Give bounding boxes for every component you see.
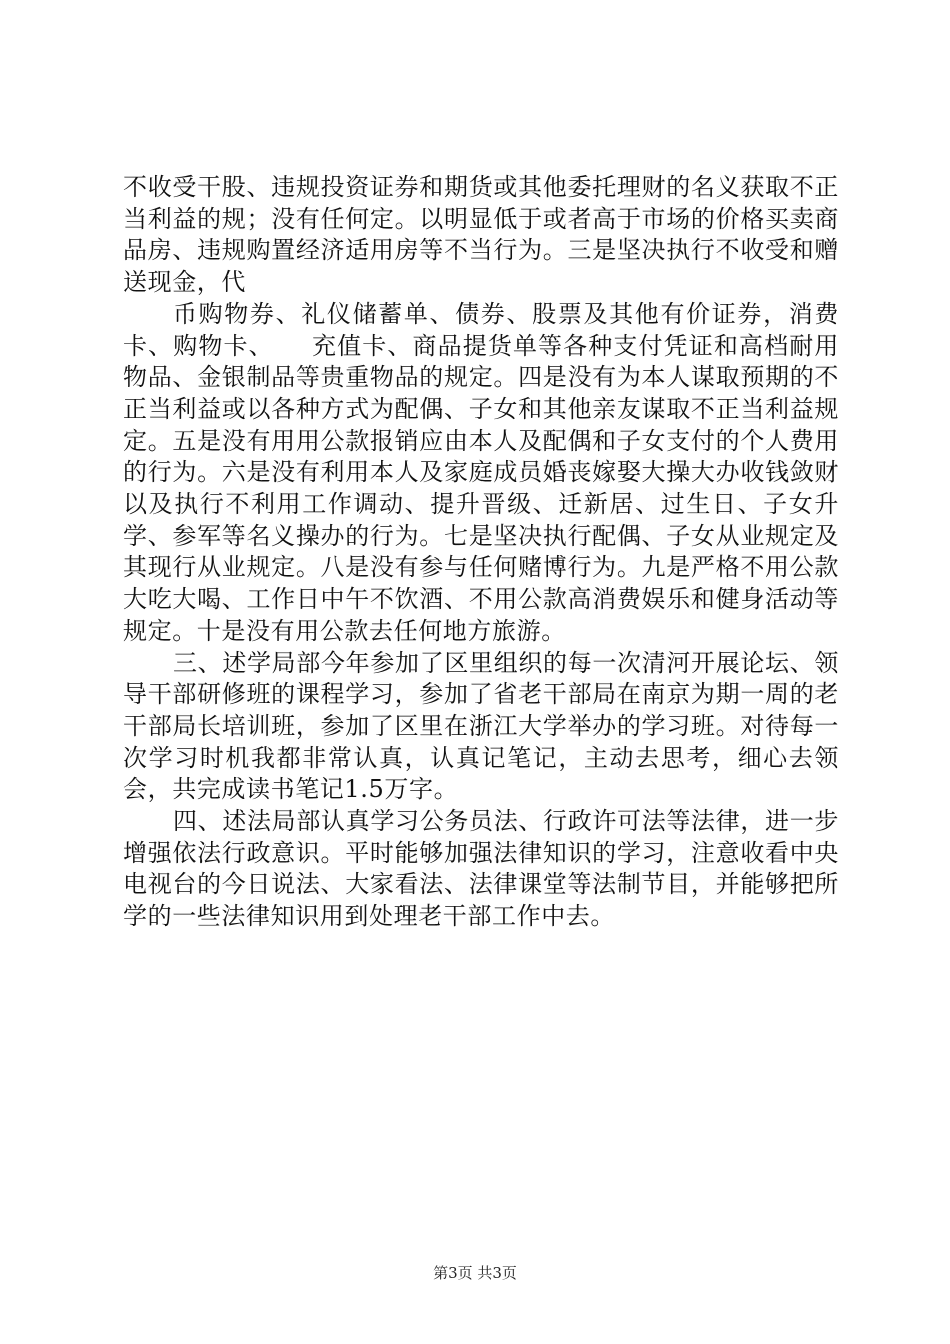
page-number-footer: 第3页 共3页 (433, 1264, 517, 1282)
paragraph-2: 币购物券、礼仪储蓄单、债券、股票及其他有价证券，消费卡、购物卡、 充值卡、商品提货单等各种支付凭证和高档耐用物品、金银制品等贵重物品的规定。四是没有为本人谋取预期的不正当利益或以各种方式为配偶、子女和其他亲友谋取不正当利益规定。五是没有用用公款报销应由本人及配偶和子女支付的个人费用的行为。六是没有利用本人及家庭成员婚丧嫁娶大操大办收钱敛财以及执行不利用工作调动、提升晋级、迁新居、过生日、子女升学、参军等名义操办的行为。七是坚决执行配偶、子女从业规定及其现行从业规定。八是没有参与任何赌博行为。九是严格不用公款大吃大喝、工作日中午不饮酒、不用公款高消费娱乐和健身活动等规定。十是没有用公款去任何地方旅游。 (123, 299, 839, 645)
paragraph-3: 三、述学局部今年参加了区里组织的每一次清河开展论坛、领导干部研修班的课程学习，参加了省老干部局在南京为期一周的老干部局长培训班，参加了区里在浙江大学举办的学习班。对待每一次学习时机我都非常认真，认真记笔记，主动去思考，细心去领会，共完成读书笔记1.5万字。 (123, 648, 839, 804)
document-body (123, 172, 839, 933)
paragraph-4: 四、述法局部认真学习公务员法、行政许可法等法律，进一步增强依法行政意识。平时能够加强法律知识的学习，注意收看中央电视台的今日说法、大家看法、法律课堂等法制节目，并能够把所学的一些法律知识用到处理老干部工作中去。 (123, 807, 839, 931)
paragraph-1: 不收受干股、违规投资证券和期货或其他委托理财的名义获取不正当利益的规；没有任何定。以明显低于或者高于市场的价格买卖商品房、违规购置经济适用房等不当行为。三是坚决执行不收受和赠送现金，代 (123, 173, 839, 297)
